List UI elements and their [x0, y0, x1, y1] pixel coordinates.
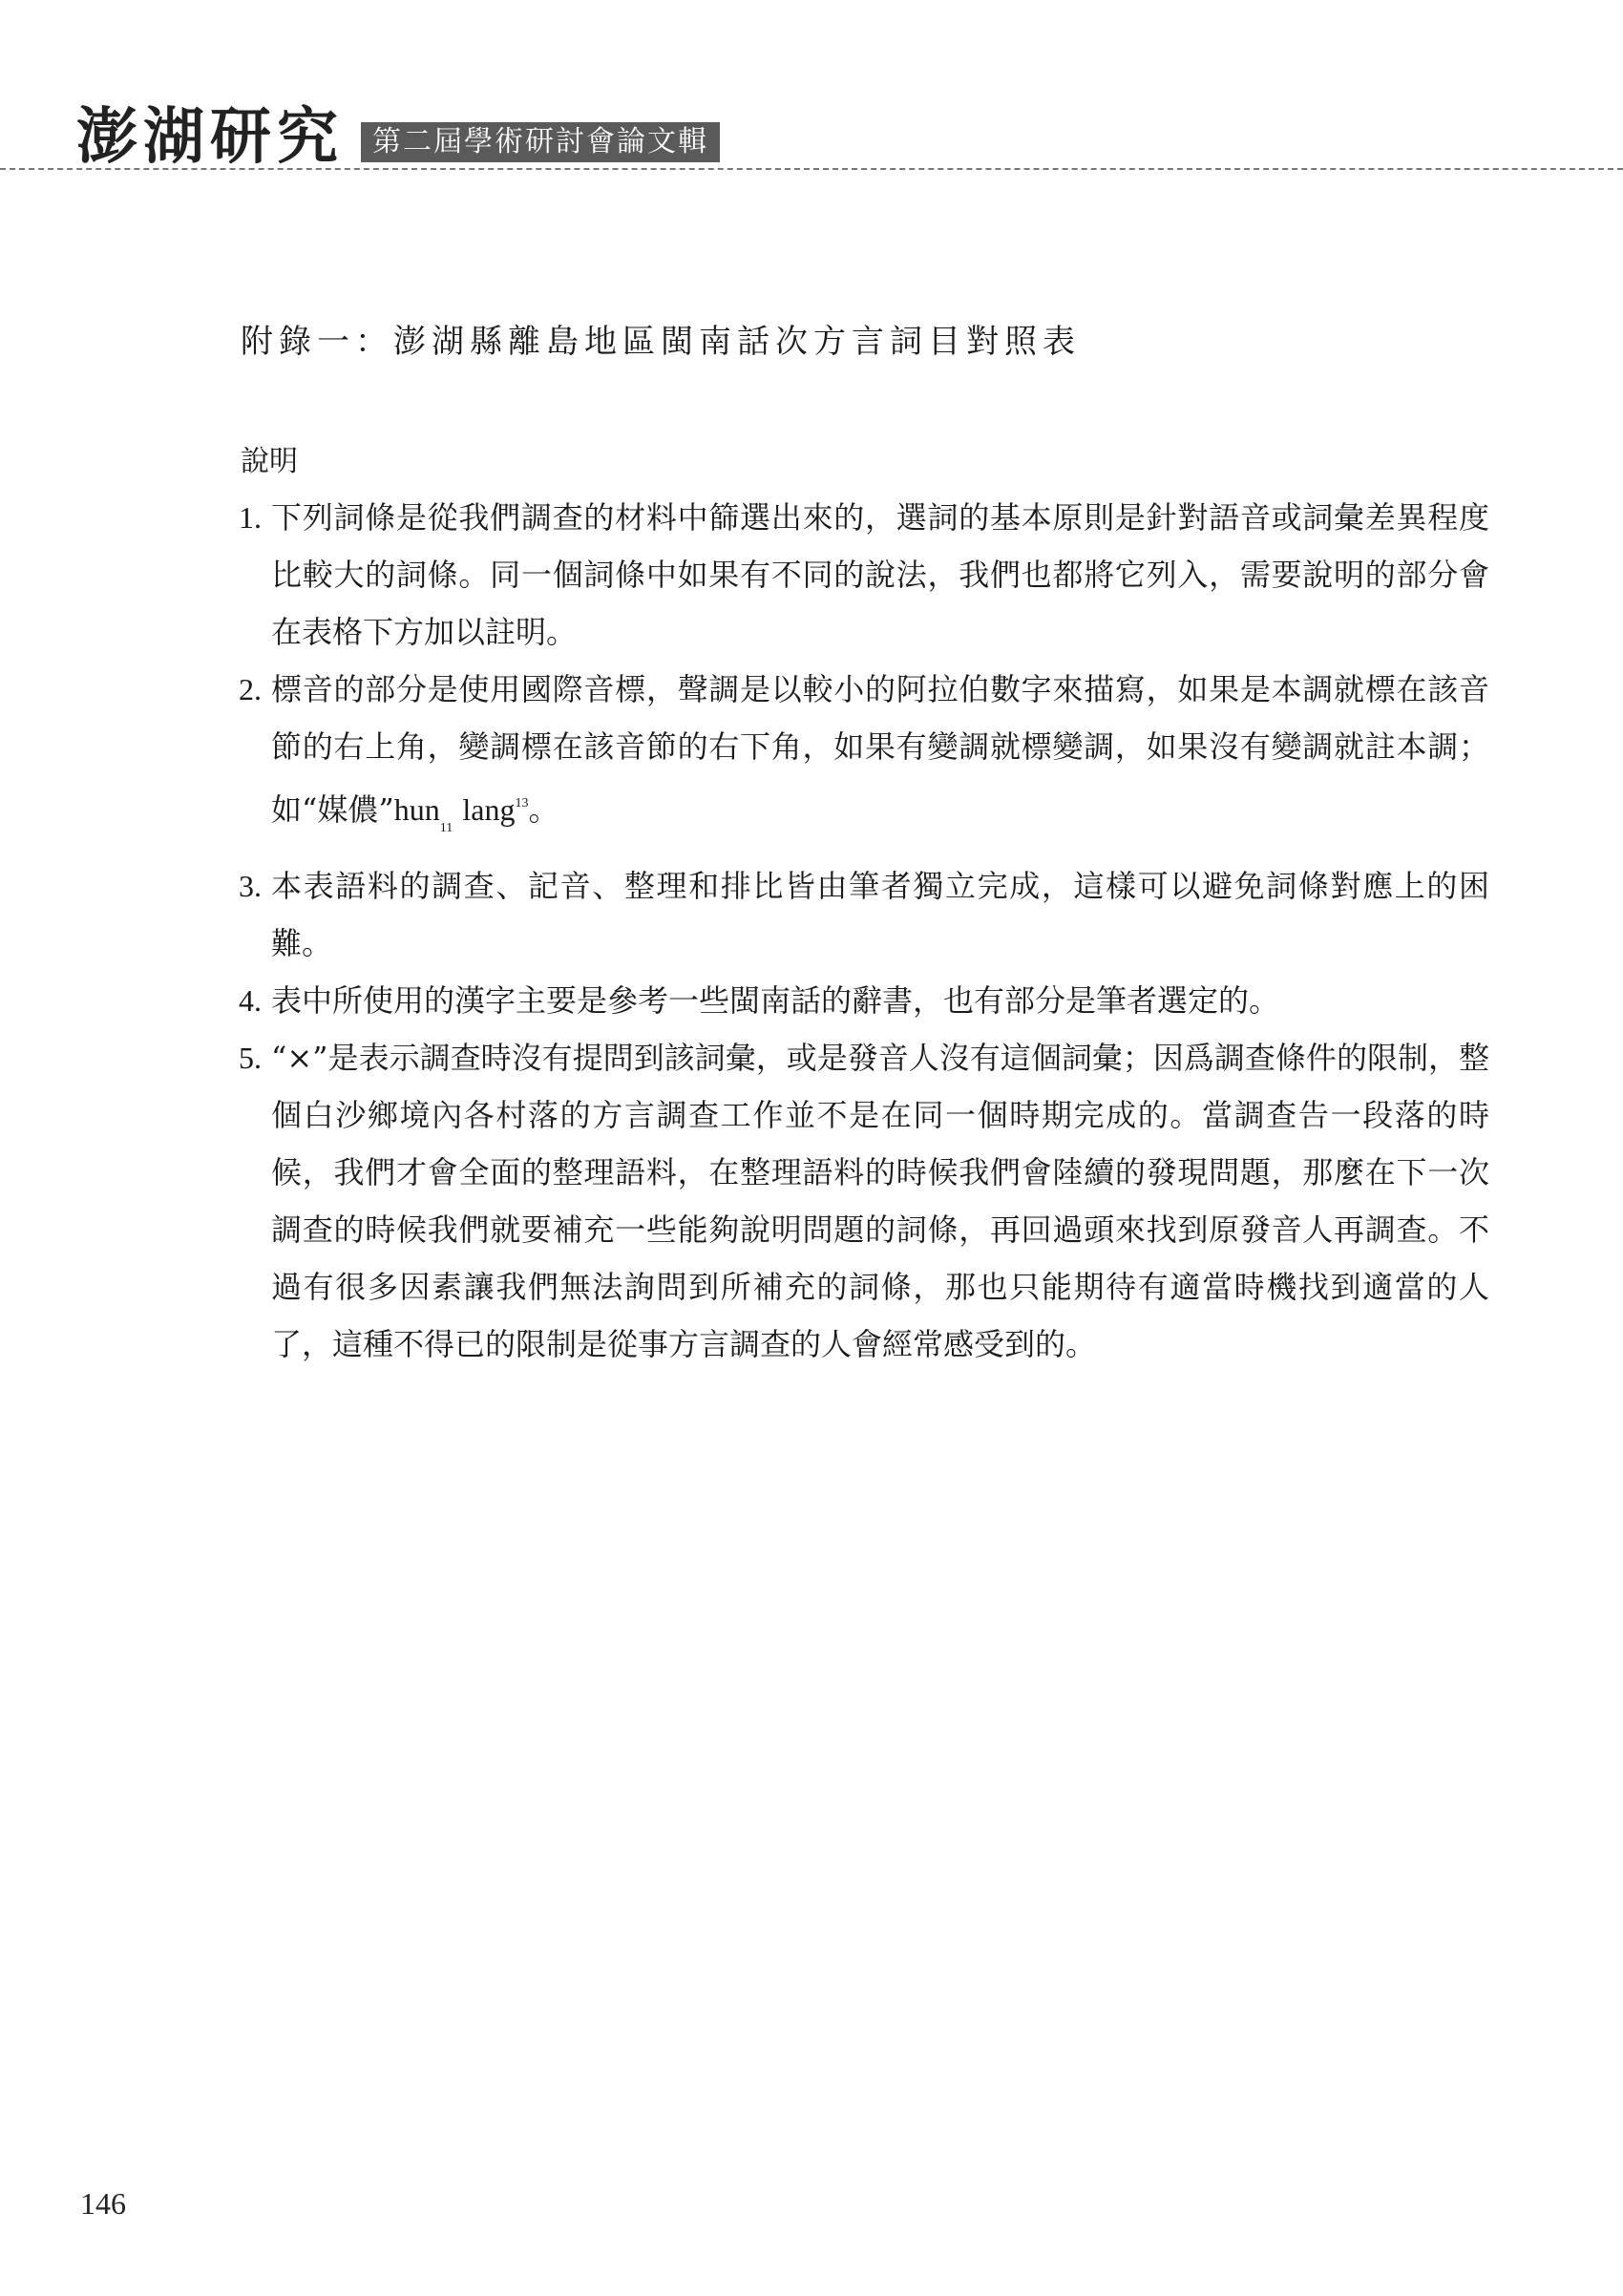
example-syllable: hun — [393, 792, 440, 827]
note-item-2 — [239, 661, 1489, 857]
note-number: 5. — [239, 1041, 262, 1075]
appendix-title: 附錄一：澎湖縣離島地區閩南話次方言詞目對照表 — [241, 323, 1081, 361]
note-item-1 — [239, 489, 1489, 661]
note-text: 本表語料的調查、記音、整理和排比皆由筆者獨立完成，這樣可以避免詞條對應上的困難。 — [271, 868, 1489, 961]
note-item-3 — [239, 857, 1489, 972]
note-number: 1. — [239, 500, 262, 535]
note-item-5 — [239, 1029, 1489, 1373]
citation-tone: 13 — [515, 796, 529, 811]
note-number: 2. — [239, 672, 262, 706]
page-number: 146 — [80, 2186, 126, 2221]
header-divider — [0, 168, 1623, 170]
journal-title: 澎湖研究 — [76, 101, 344, 173]
note-text: 標音的部分是使用國際音標，聲調是以較小的阿拉伯數字來描寫，如果是本調就標在該音節的右上角，變調標在該音節的右下角，如果有變調就標變調，如果沒有變調就註本調；如 — [271, 671, 1489, 828]
sentence-end: 。 — [528, 791, 559, 828]
note-text-container — [271, 661, 1489, 857]
note-text: “×”是表示調查時沒有提問到該詞彙，或是發音人沒有這個詞彙；因爲調查條件的限制，整個白沙鄉境內各村落的方言調查工作並不是在同一個時期完成的。當調查告一段落的時候，我們才會全面的整理語料，在整理語料的時候我們會陸續的發現問題，那麼在下一次調查的時候我們就要補充一些能夠說明問題的詞條，再回過頭來找到原發音人再調查。不過有很多因素讓我們無法詢問到所補充的詞條，那也只能期待有適當時機找到適當的人了，這種不得已的限制是從事方言調查的人會經常感受到的。 — [271, 1040, 1489, 1362]
issue-badge: 第二屆學術研討會論文輯 — [361, 122, 720, 163]
notes-list — [239, 489, 1489, 1373]
example-word: “媒儂” — [302, 791, 394, 828]
notes-heading: 說明 — [241, 445, 298, 478]
note-text: 表中所使用的漢字主要是參考一些閩南話的辭書，也有部分是筆者選定的。 — [271, 982, 1280, 1019]
note-number: 4. — [239, 983, 262, 1018]
example-syllable: lang — [462, 792, 516, 827]
note-number: 3. — [239, 869, 262, 903]
running-header — [76, 92, 720, 173]
note-item-4 — [239, 972, 1489, 1029]
sandhi-tone: 11 — [439, 821, 453, 835]
note-text: 下列詞條是從我們調查的材料中篩選出來的，選詞的基本原則是針對語音或詞彙差異程度比較大的詞條。同一個詞條中如果有不同的說法，我們也都將它列入，需要說明的部分會在表格下方加以註明。 — [271, 499, 1489, 650]
